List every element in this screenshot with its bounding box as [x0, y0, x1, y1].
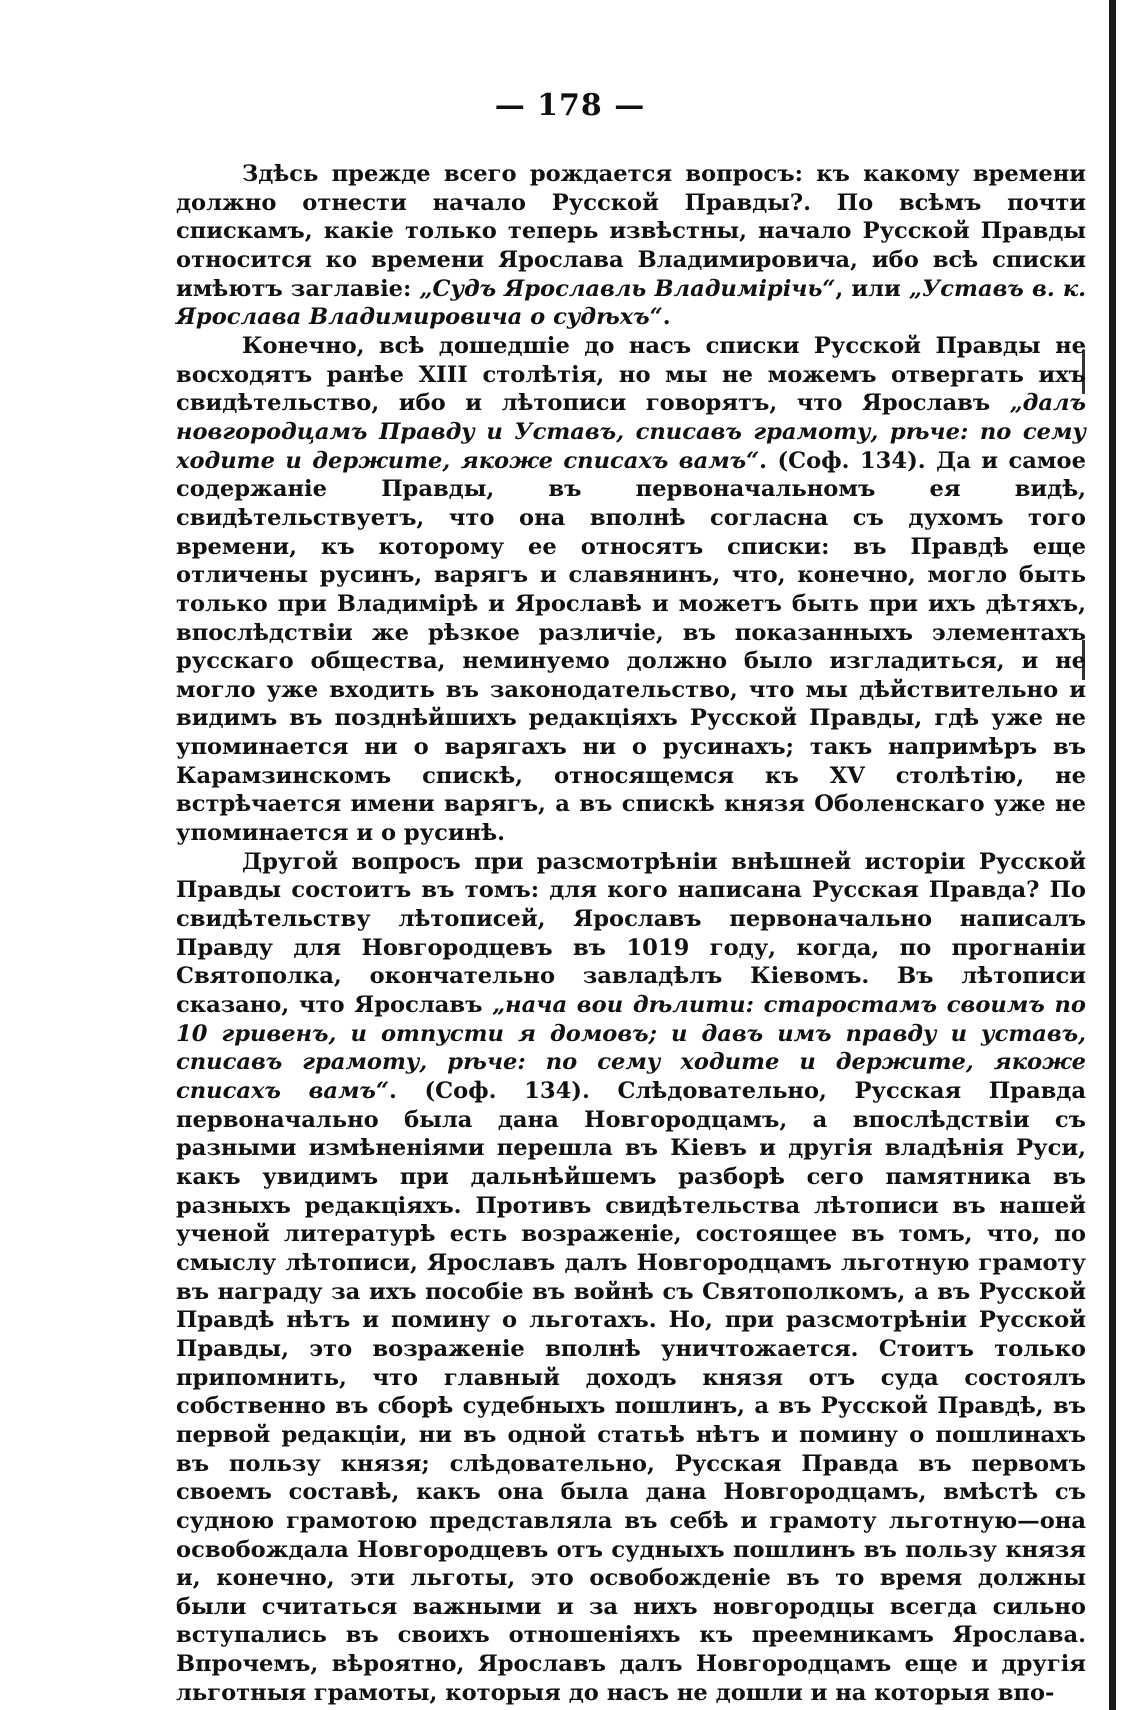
italic-quote: „нача вои дѣлити: старостамъ своимъ по 10 гривенъ, и отпусти я домовъ; и давъ имъ правду и уставъ, списавъ грамоту, рѣче: по сему ходите и держите, якоже списахъ вамъ“ — [176, 992, 1086, 1104]
text-span: Здѣсь прежде всего рождается вопросъ: къ какому времени должно отнести начало Русской Правды?. По всѣмъ почти спискамъ, какіе только теперь извѣстны, начало Русской Правды относится ко времени Ярослава Владимировича, ибо всѣ списки имѣютъ заглавіе: — [176, 161, 1086, 302]
italic-quote: „далъ новгородцамъ Правду и Уставъ, списавъ грамоту, рѣче: по сему ходите и держите, якоже списахъ вамъ“ — [176, 390, 1086, 474]
text-span: Конечно, всѣ дошедшіе до насъ списки Русской Правды не восходятъ ранѣе XIII столѣтія, но мы не можемъ отвергать ихъ свидѣтельство, ибо и лѣтописи говорятъ, что Ярославъ — [176, 332, 1086, 417]
paragraph-2 — [176, 332, 1086, 848]
text-span: . (Соф. 134). Слѣдовательно, Русская Правда первоначально была дана Новгородцамъ, а впослѣдствіи съ разными измѣненіями перешла въ Кіевъ и другія владѣнія Руси, какъ увидимъ при дальнѣйшемъ разборѣ сего памятника въ разныхъ редакціяхъ. Противъ свидѣтельства лѣтописи въ нашей ученой литературѣ есть возраженіе, состоящее въ томъ, что, по смыслу лѣтописи, Ярославъ далъ Новгородцамъ льготную грамоту въ награду за ихъ пособіе въ войнѣ съ Святополкомъ, а въ Русской Правдѣ нѣтъ и помину о льготахъ. Но, при разсмотрѣніи Русской Правды, это возраженіе вполнѣ уничтожается. Стоитъ только припомнить, что главный доходъ князя отъ суда состоялъ собственно въ сборѣ судебныхъ пошлинъ, а въ Русской Правдѣ, въ первой редакціи, ни въ одной статьѣ нѣтъ и помину о пошлинахъ въ пользу князя; слѣдовательно, Русская Правда въ первомъ своемъ составѣ, какъ она была дана Новгородцамъ, вмѣстѣ съ судною грамотою представляла въ себѣ и грамоту льготную—она освобождала Новгородцевъ отъ судныхъ пошлинъ въ пользу князя и, конечно, эти льготы, это освобожденіе въ то время должны были считаться важными и за нихъ новгородцы всегда сильно вступались въ своихъ отношеніяхъ къ преемникамъ Ярослава. Впрочемъ, вѣроятно, Ярославъ далъ Новгородцамъ еще и другія льготныя грамоты, которыя до насъ не дошли и на которыя впо- — [176, 1078, 1086, 1706]
scan-edge-shadow — [1109, 0, 1116, 1710]
paragraph-3 — [176, 848, 1086, 1708]
body-text — [176, 160, 1086, 1707]
italic-quote: „Уставъ в. к. Ярослава Владимировича о судѣхъ“ — [176, 275, 1086, 331]
text-span: . (Соф. 134). Да и самое содержаніе Правды, въ первоначальномъ ея видѣ, свидѣтельствуетъ, что она вполнѣ согласна съ духомъ того времени, къ которому ее относятъ списки: въ Правдѣ еще отличены русинъ, варягъ и славянинъ, что, конечно, могло быть только при Владимірѣ и Ярославѣ и можетъ быть при ихъ дѣтяхъ, впослѣдствіи же рѣзкое различіе, въ показанныхъ элементахъ русскаго общества, неминуемо должно было изгладиться, и не могло уже входить въ законодательство, что мы дѣйствительно и видимъ въ позднѣйшихъ редакціяхъ Русской Правды, гдѣ уже не упоминается ни о варягахъ ни о русинахъ; такъ напримѣръ въ Карамзинскомъ спискѣ, относящемся къ XV столѣтію, не встрѣчается имени варягъ, а въ спискѣ князя Оболенскаго уже не упоминается и о русинѣ. — [176, 447, 1086, 847]
text-span: Другой вопросъ при разсмотрѣніи внѣшней исторіи Русской Правды состоитъ въ томъ: для кого написана Русская Правда? По свидѣтельству лѣтописей, Ярославъ первоначально написалъ Правду для Новгородцевъ въ 1019 году, когда, по прогнаніи Святополка, окончательно завладѣлъ Кіевомъ. Въ лѣтописи сказано, что Ярославъ — [176, 848, 1086, 1019]
paragraph-1 — [176, 160, 1086, 332]
page-number: — 178 — — [494, 88, 646, 123]
italic-quote: „Судъ Ярославль Владимірічь“ — [419, 275, 836, 302]
text-span: , или — [835, 275, 909, 302]
text-span: . — [662, 304, 671, 331]
